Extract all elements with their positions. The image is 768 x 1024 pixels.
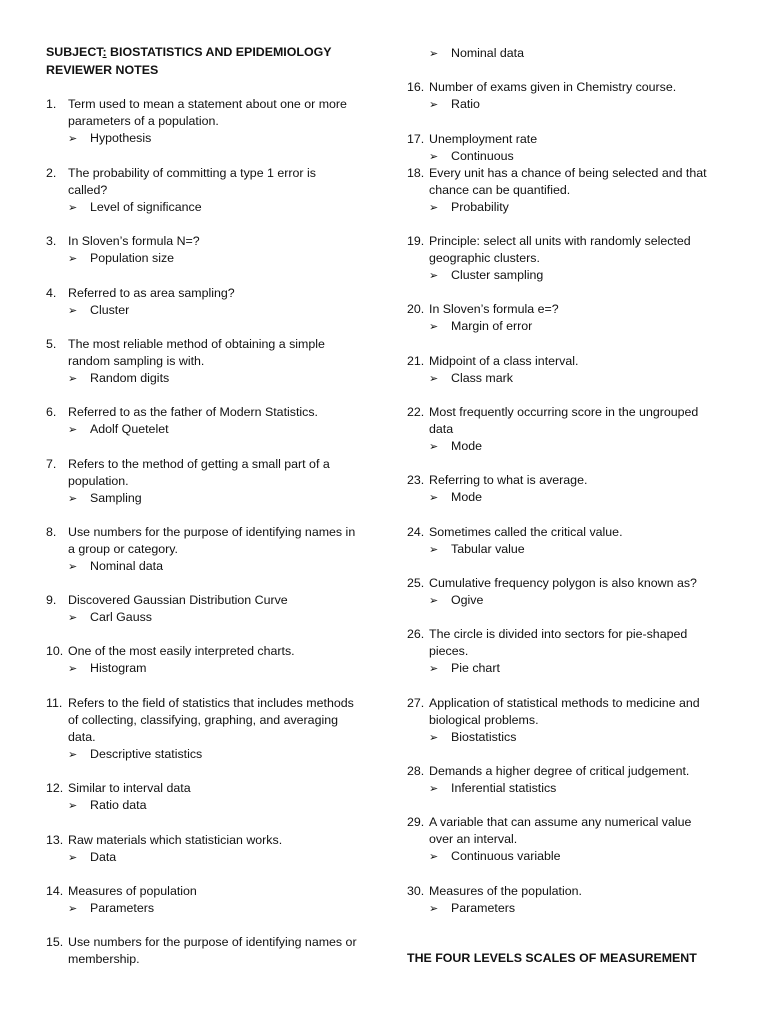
question-number: 5. <box>46 337 57 351</box>
question-number: 29. <box>407 815 425 829</box>
question-line: Similar to interval data <box>68 781 191 795</box>
question-number: 6. <box>46 405 57 419</box>
question-text <box>68 832 366 849</box>
arrow-bullet-icon: ➢ <box>429 903 439 915</box>
answer-text: Parameters <box>90 901 155 915</box>
answer-text: Continuous variable <box>451 849 561 863</box>
question-line: Unemployment rate <box>429 132 538 146</box>
question-text <box>68 524 366 558</box>
question-line: Sometimes called the critical value. <box>429 525 623 539</box>
arrow-bullet-icon: ➢ <box>429 151 439 163</box>
question-line: In Sloven’s formula e=? <box>429 302 559 316</box>
answer-text: Hypothesis <box>90 131 152 145</box>
question-line: The most reliable method of obtaining a simple <box>68 337 325 351</box>
answer-line <box>68 302 129 320</box>
question-text <box>68 934 366 968</box>
question-line: population. <box>68 474 129 488</box>
question-text <box>429 233 729 267</box>
arrow-bullet-icon: ➢ <box>429 732 439 744</box>
question-line: One of the most easily interpreted charts. <box>68 644 295 658</box>
answer-line <box>68 609 152 627</box>
question-text <box>68 336 366 370</box>
answer-text: Margin of error <box>451 319 533 333</box>
question-line: over an interval. <box>429 832 518 846</box>
question-line: geographic clusters. <box>429 251 540 265</box>
answer-line <box>68 746 202 764</box>
arrow-bullet-icon: ➢ <box>429 202 439 214</box>
question-line: The probability of committing a type 1 error is <box>68 166 316 180</box>
answer-line <box>68 199 202 217</box>
question-line: Use numbers for the purpose of identifying names or <box>68 935 357 949</box>
answer-text: Inferential statistics <box>451 781 557 795</box>
question-line: a group or category. <box>68 542 178 556</box>
question-number: 17. <box>407 132 425 146</box>
arrow-bullet-icon: ➢ <box>68 253 78 265</box>
question-line: Most frequently occurring score in the ungrouped <box>429 405 699 419</box>
question-text <box>68 165 366 199</box>
question-line: Term used to mean a statement about one or more <box>68 97 347 111</box>
question-text <box>68 285 366 302</box>
answer-text: Data <box>90 850 117 864</box>
question-text <box>429 165 729 199</box>
answer-line <box>68 421 169 439</box>
answer-line <box>429 318 532 336</box>
question-number: 2. <box>46 166 57 180</box>
question-number: 18. <box>407 166 425 180</box>
question-line: Referring to what is average. <box>429 473 588 487</box>
arrow-bullet-icon: ➢ <box>68 663 78 675</box>
question-text <box>429 695 729 729</box>
answer-line <box>68 250 174 268</box>
question-line: data. <box>68 730 96 744</box>
question-number: 24. <box>407 525 425 539</box>
answer-text: Mode <box>451 490 482 504</box>
answer-line <box>68 660 146 678</box>
question-line: Measures of population <box>68 884 197 898</box>
subject-value: BIOSTATISTICS AND EPIDEMIOLOGY <box>106 45 332 59</box>
arrow-bullet-icon: ➢ <box>68 903 78 915</box>
question-line: data <box>429 422 454 436</box>
answer-line <box>429 489 482 507</box>
answer-text: Carl Gauss <box>90 610 152 624</box>
answer-line <box>68 797 146 815</box>
answer-text: Population size <box>90 251 175 265</box>
question-line: Refers to the method of getting a small part of a <box>68 457 330 471</box>
arrow-bullet-icon: ➢ <box>68 800 78 812</box>
answer-text: Adolf Quetelet <box>90 422 169 436</box>
question-line: random sampling is with. <box>68 354 205 368</box>
question-line: Referred to as the father of Modern Statistics. <box>68 405 318 419</box>
answer-line <box>429 541 525 559</box>
arrow-bullet-icon: ➢ <box>68 373 78 385</box>
answer-text: Pie chart <box>451 661 500 675</box>
answer-line <box>429 370 513 388</box>
answer-text: Sampling <box>90 491 142 505</box>
answer-text: Random digits <box>90 371 170 385</box>
question-text <box>68 883 366 900</box>
question-number: 3. <box>46 234 57 248</box>
question-line: parameters of a population. <box>68 114 219 128</box>
answer-line <box>429 780 556 798</box>
question-line: chance can be quantified. <box>429 183 571 197</box>
question-number: 27. <box>407 696 425 710</box>
answer-text: Parameters <box>451 901 516 915</box>
question-number: 10. <box>46 644 64 658</box>
answer-line <box>429 729 516 747</box>
question-line: Referred to as area sampling? <box>68 286 235 300</box>
answer-line <box>429 438 482 456</box>
answer-text: Cluster sampling <box>451 268 544 282</box>
answer-line <box>68 370 169 388</box>
question-line: Application of statistical methods to medicine and <box>429 696 700 710</box>
answer-line <box>429 660 500 678</box>
answer-text: Ratio data <box>90 798 147 812</box>
section-title: THE FOUR LEVELS SCALES OF MEASUREMENT <box>407 951 697 965</box>
answer-text: Descriptive statistics <box>90 747 203 761</box>
answer-line <box>429 592 483 610</box>
answer-text: Continuous <box>451 149 514 163</box>
answer-line <box>429 148 514 166</box>
question-line: Use numbers for the purpose of identifying names in <box>68 525 356 539</box>
arrow-bullet-icon: ➢ <box>68 749 78 761</box>
question-text <box>429 524 729 541</box>
question-line: In Sloven’s formula N=? <box>68 234 200 248</box>
arrow-bullet-icon: ➢ <box>429 492 439 504</box>
question-line: Raw materials which statistician works. <box>68 833 283 847</box>
answer-line <box>68 558 163 576</box>
arrow-bullet-icon: ➢ <box>68 561 78 573</box>
answer-line <box>68 130 151 148</box>
arrow-bullet-icon: ➢ <box>429 783 439 795</box>
answer-text: Tabular value <box>451 542 525 556</box>
question-number: 16. <box>407 80 425 94</box>
question-line: Measures of the population. <box>429 884 582 898</box>
answer-text: Ogive <box>451 593 484 607</box>
arrow-bullet-icon: ➢ <box>429 851 439 863</box>
question-number: 22. <box>407 405 425 419</box>
question-text <box>429 763 729 780</box>
arrow-bullet-icon: ➢ <box>429 48 439 60</box>
question-text <box>68 780 366 797</box>
question-line: called? <box>68 183 108 197</box>
question-line: biological problems. <box>429 713 539 727</box>
question-line: Midpoint of a class interval. <box>429 354 579 368</box>
question-line: Demands a higher degree of critical judgement. <box>429 764 690 778</box>
question-text <box>68 404 366 421</box>
question-text <box>429 575 729 592</box>
question-text <box>68 456 366 490</box>
question-number: 4. <box>46 286 57 300</box>
question-text <box>429 131 729 148</box>
arrow-bullet-icon: ➢ <box>429 544 439 556</box>
arrow-bullet-icon: ➢ <box>68 424 78 436</box>
question-number: 26. <box>407 627 425 641</box>
answer-line <box>429 96 480 114</box>
question-number: 9. <box>46 593 57 607</box>
question-text <box>68 643 366 660</box>
subject-colon: : <box>102 45 107 59</box>
answer-text: Nominal data <box>451 46 525 60</box>
answer-text: Nominal data <box>90 559 164 573</box>
question-line: Number of exams given in Chemistry course. <box>429 80 677 94</box>
question-number: 15. <box>46 935 64 949</box>
question-line: A variable that can assume any numerical value <box>429 815 692 829</box>
question-text <box>429 626 729 660</box>
question-text <box>429 883 729 900</box>
question-text <box>429 472 729 489</box>
answer-text: Level of significance <box>90 200 202 214</box>
question-number: 13. <box>46 833 64 847</box>
answer-line <box>429 267 543 285</box>
question-number: 28. <box>407 764 425 778</box>
question-number: 12. <box>46 781 64 795</box>
question-line: Cumulative frequency polygon is also known as? <box>429 576 697 590</box>
answer-line <box>429 900 515 918</box>
answer-line <box>429 199 509 217</box>
subject-label: SUBJECT <box>46 45 103 59</box>
question-line: of collecting, classifying, graphing, and averaging <box>68 713 339 727</box>
answer-line <box>68 490 142 508</box>
question-number: 23. <box>407 473 425 487</box>
question-text <box>429 404 729 438</box>
question-number: 14. <box>46 884 64 898</box>
arrow-bullet-icon: ➢ <box>68 493 78 505</box>
answer-text: Probability <box>451 200 509 214</box>
arrow-bullet-icon: ➢ <box>429 270 439 282</box>
arrow-bullet-icon: ➢ <box>68 305 78 317</box>
answer-line <box>68 849 116 867</box>
arrow-bullet-icon: ➢ <box>429 663 439 675</box>
answer-text: Histogram <box>90 661 147 675</box>
question-number: 8. <box>46 525 57 539</box>
question-text <box>429 814 729 848</box>
question-text <box>68 233 366 250</box>
question-text <box>68 592 366 609</box>
question-number: 30. <box>407 884 425 898</box>
arrow-bullet-icon: ➢ <box>429 441 439 453</box>
question-line: membership. <box>68 952 140 966</box>
question-line: Discovered Gaussian Distribution Curve <box>68 593 288 607</box>
arrow-bullet-icon: ➢ <box>68 852 78 864</box>
question-text <box>68 695 366 746</box>
question-number: 1. <box>46 97 57 111</box>
arrow-bullet-icon: ➢ <box>429 595 439 607</box>
reviewer-notes-heading: REVIEWER NOTES <box>46 63 159 77</box>
question-line: pieces. <box>429 644 469 658</box>
question-text <box>429 353 729 370</box>
arrow-bullet-icon: ➢ <box>429 373 439 385</box>
question-number: 19. <box>407 234 425 248</box>
arrow-bullet-icon: ➢ <box>68 612 78 624</box>
question-number: 11. <box>46 696 63 710</box>
question-number: 21. <box>407 354 425 368</box>
question-text <box>68 96 366 130</box>
answer-text: Mode <box>451 439 482 453</box>
subject-heading <box>46 44 331 61</box>
answer-line <box>429 45 524 63</box>
question-text <box>429 301 729 318</box>
answer-text: Class mark <box>451 371 513 385</box>
arrow-bullet-icon: ➢ <box>68 202 78 214</box>
arrow-bullet-icon: ➢ <box>68 133 78 145</box>
answer-text: Ratio <box>451 97 480 111</box>
question-number: 25. <box>407 576 425 590</box>
arrow-bullet-icon: ➢ <box>429 99 439 111</box>
answer-text: Biostatistics <box>451 730 517 744</box>
answer-line <box>68 900 154 918</box>
question-line: Principle: select all units with randomly selected <box>429 234 691 248</box>
question-text <box>429 79 729 96</box>
question-line: Refers to the field of statistics that includes methods <box>68 696 354 710</box>
answer-line <box>429 848 561 866</box>
question-line: The circle is divided into sectors for pie-shaped <box>429 627 688 641</box>
question-number: 7. <box>46 457 57 471</box>
question-line: Every unit has a chance of being selected and that <box>429 166 707 180</box>
question-number: 20. <box>407 302 425 316</box>
arrow-bullet-icon: ➢ <box>429 321 439 333</box>
answer-text: Cluster <box>90 303 130 317</box>
